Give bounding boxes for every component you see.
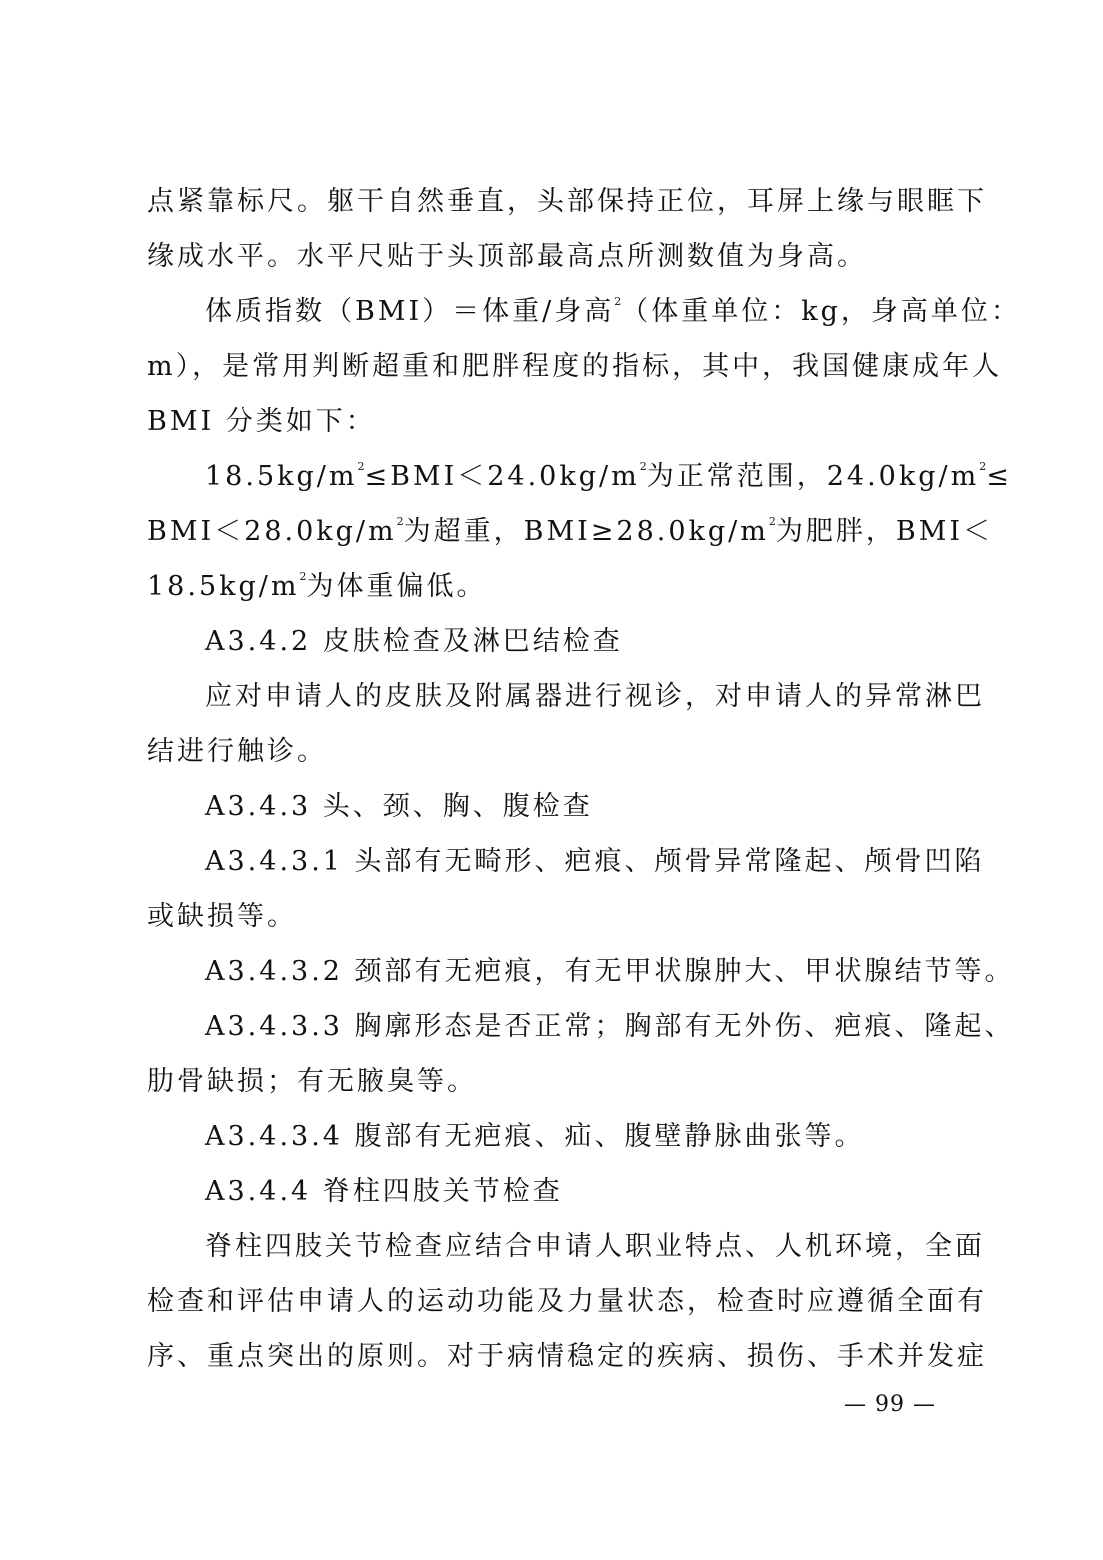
superscript: 2 [396, 515, 404, 528]
paragraph-line: 或缺损等。 [147, 901, 297, 932]
range-text: 为正常范围，24.0kg/m [646, 461, 980, 492]
superscript: 2 [357, 460, 365, 473]
range-text: ≤BMI＜24.0kg/m [364, 461, 640, 492]
bmi-range-line [147, 559, 965, 614]
paragraph-line: 应对申请人的皮肤及附属器进行视诊，对申请人的异常淋巴 [205, 681, 985, 712]
paragraph-line: 脊柱四肢关节检查应结合申请人职业特点、人机环境，全面 [205, 1231, 985, 1262]
paragraph-line: m），是常用判断超重和肥胖程度的指标，其中，我国健康成年人 [147, 351, 1003, 382]
superscript: 2 [639, 460, 647, 473]
document-body [147, 174, 1021, 1384]
paragraph-line: 结进行触诊。 [147, 736, 327, 767]
bmi-units-text: （体重单位：kg，身高单位： [621, 296, 1021, 327]
paragraph-line: A3.4.3.4 腹部有无疤痕、疝、腹壁静脉曲张等。 [205, 1121, 865, 1152]
range-text: 为肥胖，BMI＜ [775, 516, 994, 547]
range-text: 18.5kg/m [205, 461, 358, 492]
section-heading: A3.4.3 头、颈、胸、腹检查 [205, 791, 593, 822]
range-text: 为超重，BMI≥28.0kg/m [403, 516, 769, 547]
superscript: 2 [299, 570, 307, 583]
paragraph-line: 检查和评估申请人的运动功能及力量状态，检查时应遵循全面有 [147, 1286, 987, 1317]
superscript: 2 [979, 460, 987, 473]
paragraph-line: A3.4.3.1 头部有无畸形、疤痕、颅骨异常隆起、颅骨凹陷 [205, 846, 985, 877]
bmi-range-line [147, 449, 1012, 504]
paragraph-line: A3.4.3.2 颈部有无疤痕，有无甲状腺肿大、甲状腺结节等。 [205, 956, 1015, 987]
bmi-formula-text: 体质指数（BMI）＝体重/身高 [205, 296, 615, 327]
section-heading: A3.4.2 皮肤检查及淋巴结检查 [205, 626, 623, 657]
paragraph-line: A3.4.3.3 胸廓形态是否正常；胸部有无外伤、疤痕、隆起、 [205, 1011, 1015, 1042]
superscript: 2 [614, 295, 622, 308]
bmi-formula-line [147, 284, 1021, 339]
paragraph-line: 序、重点突出的原则。对于病情稳定的疾病、损伤、手术并发症 [147, 1341, 987, 1372]
range-text: 为体重偏低。 [306, 571, 487, 602]
range-text: ≤ [986, 461, 1012, 492]
bmi-range-line [147, 504, 994, 559]
superscript: 2 [768, 515, 776, 528]
page-number: — 99 — [844, 1392, 936, 1417]
range-text: 18.5kg/m [147, 571, 300, 602]
paragraph-line: 肋骨缺损；有无腋臭等。 [147, 1066, 477, 1097]
paragraph-line: BMI 分类如下： [147, 406, 376, 437]
section-heading: A3.4.4 脊柱四肢关节检查 [205, 1176, 563, 1207]
range-text: BMI＜28.0kg/m [147, 516, 397, 547]
paragraph-line: 缘成水平。水平尺贴于头顶部最高点所测数值为身高。 [147, 241, 867, 272]
paragraph-line: 点紧靠标尺。躯干自然垂直，头部保持正位，耳屏上缘与眼眶下 [147, 186, 987, 217]
